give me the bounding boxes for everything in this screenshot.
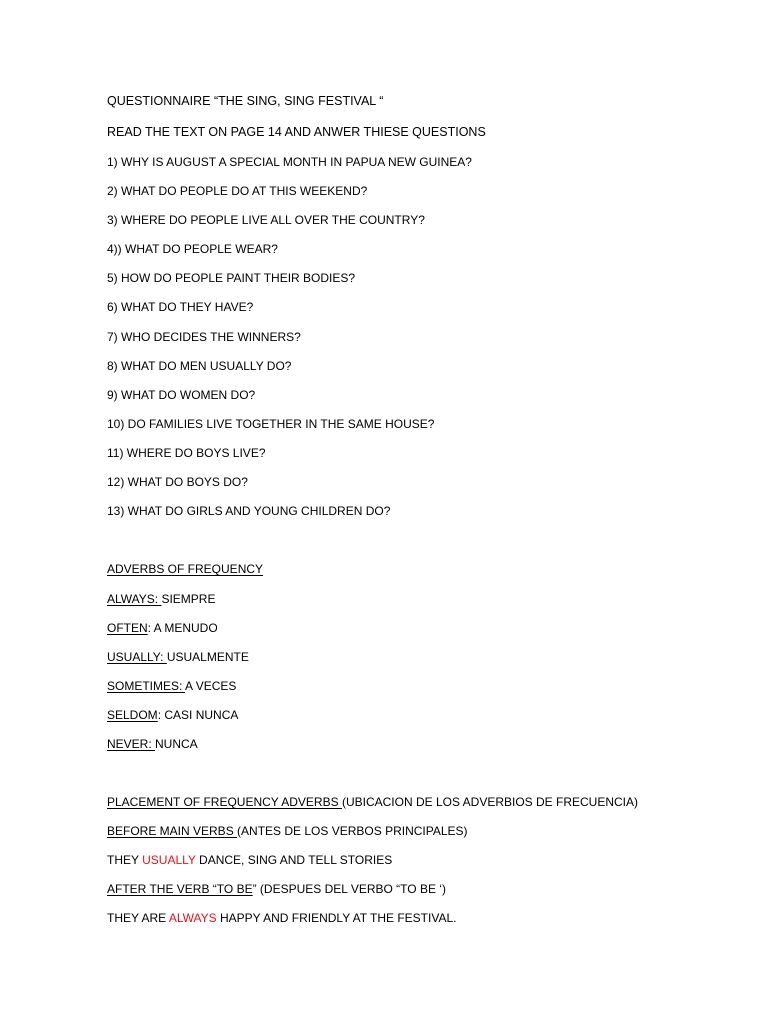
question-item: 13) WHAT DO GIRLS AND YOUNG CHILDREN DO?: [107, 504, 391, 518]
document-title: QUESTIONNAIRE “THE SING, SING FESTIVAL “: [107, 94, 384, 108]
adverb-row: [107, 737, 198, 751]
placement-heading-translation: (UBICACION DE LOS ADVERBIOS DE FRECUENCIA): [341, 795, 639, 809]
adverb-translation: : A MENUDO: [147, 621, 218, 635]
adverb-term: OFTEN: [107, 621, 148, 635]
before-verbs-row: [107, 824, 468, 838]
example-text: THEY ARE: [107, 911, 169, 925]
question-item: 12) WHAT DO BOYS DO?: [107, 475, 248, 489]
question-item: 10) DO FAMILIES LIVE TOGETHER IN THE SAME HOUSE?: [107, 417, 435, 431]
highlighted-adverb: USUALLY: [142, 853, 196, 867]
adverb-term: SELDOM: [107, 708, 158, 722]
question-item: 5) HOW DO PEOPLE PAINT THEIR BODIES?: [107, 271, 356, 285]
adverb-row: [107, 708, 238, 722]
before-verbs-label: BEFORE MAIN VERBS: [107, 824, 238, 838]
question-item: 4)) WHAT DO PEOPLE WEAR?: [107, 242, 278, 256]
example-sentence-1: [107, 853, 392, 867]
question-item: 6) WHAT DO THEY HAVE?: [107, 300, 254, 314]
adverb-translation: : CASI NUNCA: [157, 708, 239, 722]
adverb-row: [107, 621, 218, 635]
after-verb-label: AFTER THE VERB “TO BE: [107, 882, 253, 896]
adverb-translation: USUALMENTE: [166, 650, 249, 664]
instruction-text: READ THE TEXT ON PAGE 14 AND ANWER THIESE QUESTIONS: [107, 125, 486, 139]
placement-heading-row: [107, 795, 638, 809]
before-verbs-translation: (ANTES DE LOS VERBOS PRINCIPALES): [237, 824, 468, 838]
adverb-term: NEVER:: [107, 737, 156, 751]
highlighted-adverb: ALWAYS: [168, 911, 217, 925]
example-sentence-2: [107, 911, 456, 925]
question-item: 9) WHAT DO WOMEN DO?: [107, 388, 256, 402]
example-text: DANCE, SING AND TELL STORIES: [195, 853, 393, 867]
adverb-row: [107, 679, 236, 693]
adverb-translation: A VECES: [185, 679, 237, 693]
question-item: 3) WHERE DO PEOPLE LIVE ALL OVER THE COUNTRY?: [107, 213, 425, 227]
adverb-term: USUALLY:: [107, 650, 167, 664]
adverb-term: ALWAYS:: [107, 592, 162, 606]
adverb-row: [107, 592, 215, 606]
question-item: 2) WHAT DO PEOPLE DO AT THIS WEEKEND?: [107, 184, 368, 198]
adverb-term: SOMETIMES:: [107, 679, 186, 693]
question-item: 7) WHO DECIDES THE WINNERS?: [107, 330, 301, 344]
example-text: HAPPY AND FRIENDLY AT THE FESTIVAL.: [216, 911, 457, 925]
adverb-translation: NUNCA: [155, 737, 198, 751]
adverb-translation: SIEMPRE: [161, 592, 216, 606]
question-item: 11) WHERE DO BOYS LIVE?: [107, 446, 266, 460]
question-item: 1) WHY IS AUGUST A SPECIAL MONTH IN PAPUA NEW GUINEA?: [107, 155, 472, 169]
example-text: THEY: [107, 853, 143, 867]
after-verb-row: [107, 882, 446, 896]
placement-heading: PLACEMENT OF FREQUENCY ADVERBS: [107, 795, 342, 809]
adverbs-heading: ADVERBS OF FREQUENCY: [107, 562, 264, 576]
after-verb-translation: ” (DESPUES DEL VERBO “TO BE ‘): [252, 882, 446, 896]
question-item: 8) WHAT DO MEN USUALLY DO?: [107, 359, 292, 373]
adverb-row: [107, 650, 249, 664]
